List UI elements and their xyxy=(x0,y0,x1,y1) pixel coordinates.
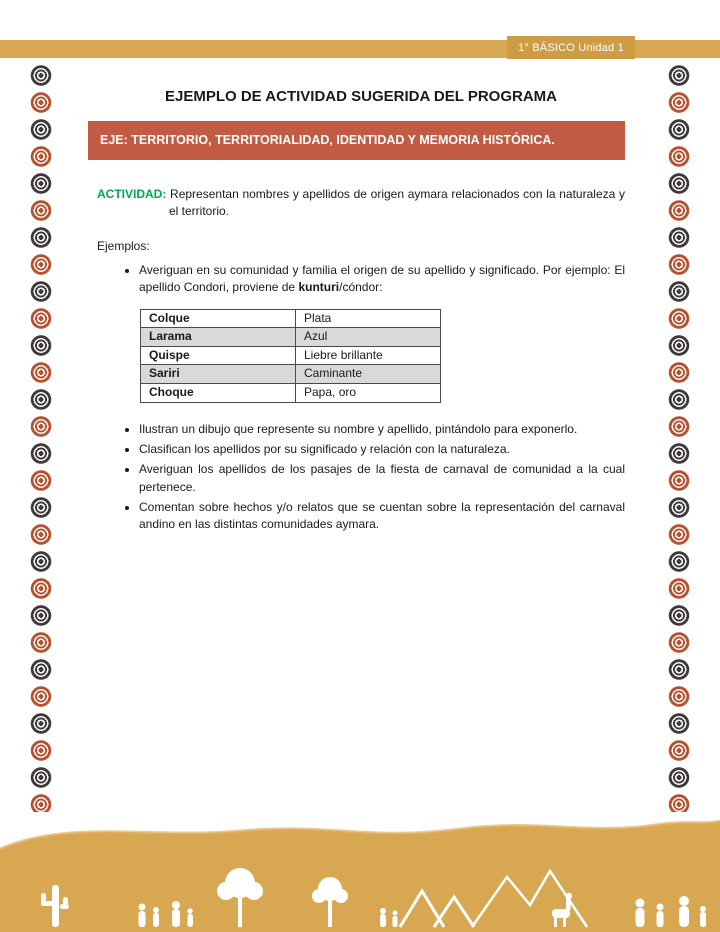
apellidos-table xyxy=(140,309,441,403)
page-title: EJEMPLO DE ACTIVIDAD SUGERIDA DEL PROGRAMA xyxy=(165,88,557,105)
meaning-cell: Liebre brillante xyxy=(296,346,441,365)
list-item: • Clasifican los apellidos por su significado y relación con la naturaleza. xyxy=(139,441,625,458)
bullet-origen-pre: Averiguan en su comunidad y familia el origen de su apellido y significado. Por ejemplo: El apellido Condori, proviene de xyxy=(139,262,625,295)
list-item: • Comentan sobre hechos y/o relatos que se cuentan sobre la representación del carnaval andino en las distintas comunidades aymara. xyxy=(139,499,625,534)
term-cell: Sariri xyxy=(141,365,296,384)
bullet-origen-post: /cóndor: xyxy=(339,280,383,295)
bullet-origen-bold: kunturi xyxy=(298,280,340,295)
table-row xyxy=(141,383,441,402)
table-row xyxy=(141,328,441,347)
table-row xyxy=(141,309,441,328)
term-cell: Quispe xyxy=(141,346,296,365)
example-list xyxy=(97,262,625,297)
actividad-label: ACTIVIDAD: xyxy=(97,187,167,201)
content-area xyxy=(97,88,625,537)
table-row xyxy=(141,346,441,365)
actividad-paragraph xyxy=(97,186,625,221)
ejemplos-label: Ejemplos: xyxy=(97,238,150,253)
footer-landscape xyxy=(0,797,720,932)
right-border-medallion-pattern xyxy=(666,62,692,812)
eje-banner: EJE: TERRITORIO, TERRITORIALIDAD, IDENTIDAD Y MEMORIA HISTÓRICA. xyxy=(88,121,625,160)
unit-badge: 1° BÁSICO Unidad 1 xyxy=(507,36,635,59)
actividad-text: Representan nombres y apellidos de origen aymara relacionados con la naturaleza y el territorio. xyxy=(169,187,625,219)
meaning-cell: Azul xyxy=(296,328,441,347)
activity-list xyxy=(97,421,625,534)
left-border-medallion-pattern xyxy=(28,62,54,812)
meaning-cell: Plata xyxy=(296,309,441,328)
list-item: • Averiguan los apellidos de los pasajes de la fiesta de carnaval de comunidad a la cual pertenece. xyxy=(139,461,625,496)
table-row xyxy=(141,365,441,384)
footer-landscape-illustration xyxy=(0,797,720,932)
meaning-cell: Caminante xyxy=(296,365,441,384)
term-cell: Colque xyxy=(141,309,296,328)
list-item: • Ilustran un dibujo que represente su nombre y apellido, pintándolo para exponerlo. xyxy=(139,421,625,438)
term-cell: Choque xyxy=(141,383,296,402)
bullet-origen-apellido xyxy=(139,262,625,297)
meaning-cell: Papa, oro xyxy=(296,383,441,402)
term-cell: Larama xyxy=(141,328,296,347)
